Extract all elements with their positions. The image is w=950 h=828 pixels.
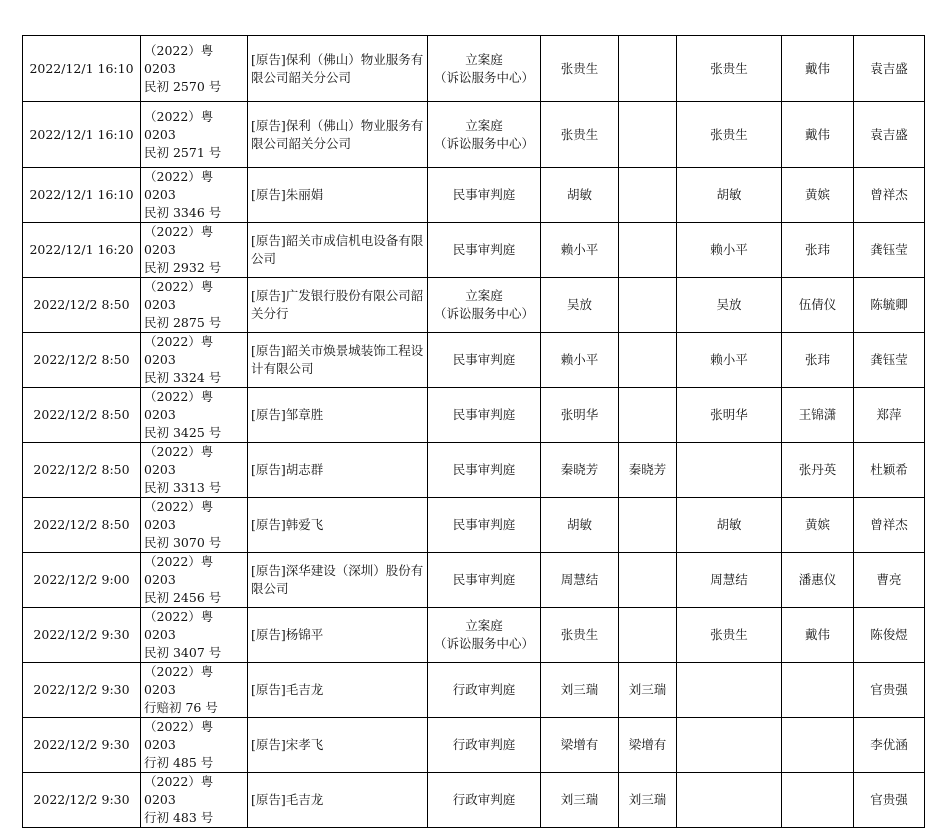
judge-col1-cell bbox=[619, 102, 677, 168]
hearing-time-cell-text: 2022/12/2 9:30 bbox=[33, 682, 130, 697]
judge-col2-cell-text: 张明华 bbox=[710, 407, 748, 422]
judge-col2-cell-text: 胡敏 bbox=[716, 187, 742, 202]
case-number-cell-text: （2022）粤 0203 bbox=[144, 444, 214, 477]
presiding-judge-cell-text: 赖小平 bbox=[560, 352, 599, 367]
tribunal-cell bbox=[428, 102, 541, 168]
table-row bbox=[23, 278, 925, 333]
table-row bbox=[23, 663, 925, 718]
judge-col1-cell-text: 秦晓芳 bbox=[628, 462, 667, 477]
case-number-cell-text: （2022）粤 0203 bbox=[144, 42, 214, 76]
presiding-judge-cell bbox=[541, 388, 619, 443]
clerk-cell-text: 郑萍 bbox=[876, 407, 902, 422]
tribunal-cell-text: （诉讼服务中心） bbox=[433, 69, 534, 85]
case-number-cell bbox=[141, 443, 248, 498]
hearing-time-cell bbox=[23, 168, 141, 223]
judge-col3-cell-text: 黄嫔 bbox=[804, 187, 830, 202]
case-number-cell-text: （2022）粤 0203 bbox=[144, 108, 214, 142]
hearing-time-cell-text: 2022/12/2 9:00 bbox=[33, 572, 130, 587]
table-row bbox=[23, 443, 925, 498]
judge-col2-cell-text: 赖小平 bbox=[710, 352, 748, 367]
judge-col3-cell bbox=[782, 608, 854, 663]
clerk-cell-text: 曾祥杰 bbox=[870, 187, 908, 202]
tribunal-cell-text: 立案庭 bbox=[465, 51, 503, 67]
judge-col1-cell bbox=[619, 773, 677, 828]
judge-col3-cell-text: 张丹英 bbox=[798, 462, 837, 477]
case-number-cell-text: 行初 485 号 bbox=[144, 755, 214, 770]
hearing-time-cell bbox=[23, 553, 141, 608]
presiding-judge-cell-text: 刘三瑞 bbox=[560, 792, 599, 807]
judge-col3-cell bbox=[782, 223, 854, 278]
judge-col3-cell-text: 戴伟 bbox=[804, 627, 830, 642]
presiding-judge-cell bbox=[541, 102, 619, 168]
presiding-judge-cell-text: 吴放 bbox=[566, 297, 592, 312]
judge-col2-cell bbox=[677, 333, 782, 388]
hearing-time-cell bbox=[23, 663, 141, 718]
case-number-cell bbox=[141, 773, 248, 828]
hearing-time-cell-text: 2022/12/2 8:50 bbox=[33, 407, 130, 422]
tribunal-cell-text: 行政审判庭 bbox=[452, 682, 516, 697]
tribunal-cell-text: 民事审判庭 bbox=[452, 187, 516, 202]
case-number-cell-text: （2022）粤 0203 bbox=[144, 774, 214, 807]
clerk-cell-text: 陈俊煜 bbox=[870, 627, 908, 642]
presiding-judge-cell bbox=[541, 278, 619, 333]
judge-col3-cell-text: 潘惠仪 bbox=[798, 572, 837, 587]
party-cell bbox=[248, 663, 428, 718]
judge-col1-cell-text: 梁增有 bbox=[628, 737, 667, 752]
clerk-cell-text: 杜颖希 bbox=[870, 462, 908, 477]
party-cell bbox=[248, 388, 428, 443]
judge-col3-cell bbox=[782, 388, 854, 443]
presiding-judge-cell bbox=[541, 333, 619, 388]
party-cell-text: [原告]韶关市焕景城装饰工程设计有限公司 bbox=[251, 343, 424, 376]
judge-col1-cell bbox=[619, 498, 677, 553]
judge-col3-cell bbox=[782, 663, 854, 718]
hearing-time-cell bbox=[23, 278, 141, 333]
clerk-cell bbox=[854, 553, 925, 608]
party-cell bbox=[248, 102, 428, 168]
judge-col2-cell bbox=[677, 553, 782, 608]
presiding-judge-cell bbox=[541, 773, 619, 828]
case-number-cell-text: 民初 3324 号 bbox=[144, 370, 222, 385]
tribunal-cell-text: 民事审判庭 bbox=[452, 572, 516, 587]
party-cell-text: [原告]毛吉龙 bbox=[251, 792, 324, 807]
hearing-time-cell-text: 2022/12/2 8:50 bbox=[33, 352, 130, 367]
party-cell-text: [原告]邹章胜 bbox=[251, 407, 324, 422]
case-number-cell-text: （2022）粤 0203 bbox=[144, 279, 214, 312]
clerk-cell bbox=[854, 102, 925, 168]
case-number-cell-text: （2022）粤 0203 bbox=[144, 169, 214, 202]
judge-col3-cell-text: 黄嫔 bbox=[804, 517, 830, 532]
judge-col1-cell bbox=[619, 718, 677, 773]
presiding-judge-cell bbox=[541, 663, 619, 718]
tribunal-cell bbox=[428, 718, 541, 773]
tribunal-cell bbox=[428, 168, 541, 223]
clerk-cell bbox=[854, 443, 925, 498]
table-row bbox=[23, 223, 925, 278]
tribunal-cell bbox=[428, 608, 541, 663]
party-cell bbox=[248, 773, 428, 828]
case-number-cell-text: 民初 2932 号 bbox=[144, 260, 222, 275]
table-row bbox=[23, 102, 925, 168]
judge-col3-cell bbox=[782, 278, 854, 333]
tribunal-cell-text: 民事审判庭 bbox=[452, 517, 516, 532]
clerk-cell bbox=[854, 498, 925, 553]
case-number-cell-text: （2022）粤 0203 bbox=[144, 224, 214, 257]
tribunal-cell-text: 民事审判庭 bbox=[452, 462, 516, 477]
judge-col3-cell-text: 张玮 bbox=[804, 352, 830, 367]
party-cell-text: [原告]深华建设（深圳）股份有限公司 bbox=[251, 563, 424, 596]
tribunal-cell-text: 民事审判庭 bbox=[452, 352, 516, 367]
clerk-cell bbox=[854, 773, 925, 828]
hearing-time-cell bbox=[23, 388, 141, 443]
clerk-cell bbox=[854, 663, 925, 718]
judge-col3-cell-text: 戴伟 bbox=[804, 126, 830, 142]
presiding-judge-cell-text: 张明华 bbox=[560, 407, 599, 422]
tribunal-cell bbox=[428, 278, 541, 333]
presiding-judge-cell-text: 胡敏 bbox=[566, 187, 592, 202]
judge-col2-cell bbox=[677, 223, 782, 278]
clerk-cell bbox=[854, 718, 925, 773]
judge-col2-cell bbox=[677, 443, 782, 498]
tribunal-cell bbox=[428, 553, 541, 608]
party-cell bbox=[248, 608, 428, 663]
clerk-cell bbox=[854, 388, 925, 443]
judge-col2-cell bbox=[677, 663, 782, 718]
hearing-time-cell-text: 2022/12/1 16:10 bbox=[29, 187, 134, 202]
judge-col1-cell-text: 刘三瑞 bbox=[628, 792, 667, 807]
hearing-schedule-table bbox=[22, 35, 925, 828]
party-cell bbox=[248, 718, 428, 773]
hearing-time-cell-text: 2022/12/2 9:30 bbox=[33, 627, 130, 642]
judge-col3-cell-text: 戴伟 bbox=[804, 60, 830, 76]
case-number-cell bbox=[141, 102, 248, 168]
hearing-time-cell bbox=[23, 443, 141, 498]
presiding-judge-cell-text: 胡敏 bbox=[566, 517, 592, 532]
judge-col2-cell bbox=[677, 102, 782, 168]
presiding-judge-cell bbox=[541, 553, 619, 608]
tribunal-cell bbox=[428, 388, 541, 443]
judge-col2-cell bbox=[677, 168, 782, 223]
judge-col1-cell bbox=[619, 663, 677, 718]
hearing-time-cell-text: 2022/12/1 16:10 bbox=[29, 60, 134, 76]
party-cell-text: [原告]朱丽娟 bbox=[251, 187, 324, 202]
judge-col3-cell bbox=[782, 333, 854, 388]
presiding-judge-cell bbox=[541, 608, 619, 663]
clerk-cell bbox=[854, 168, 925, 223]
judge-col2-cell-text: 张贵生 bbox=[710, 627, 748, 642]
case-number-cell bbox=[141, 278, 248, 333]
tribunal-cell-text: 民事审判庭 bbox=[452, 242, 516, 257]
clerk-cell-text: 袁吉盛 bbox=[870, 126, 908, 142]
tribunal-cell-text: （诉讼服务中心） bbox=[433, 135, 534, 151]
presiding-judge-cell-text: 梁增有 bbox=[560, 737, 599, 752]
case-number-cell bbox=[141, 223, 248, 278]
presiding-judge-cell-text: 赖小平 bbox=[560, 242, 599, 257]
hearing-time-cell bbox=[23, 608, 141, 663]
case-number-cell-text: 行初 483 号 bbox=[144, 810, 214, 825]
presiding-judge-cell bbox=[541, 498, 619, 553]
case-number-cell bbox=[141, 553, 248, 608]
judge-col1-cell bbox=[619, 333, 677, 388]
case-number-cell-text: 行赔初 76 号 bbox=[144, 700, 218, 715]
clerk-cell-text: 官贵强 bbox=[870, 792, 908, 807]
judge-col2-cell bbox=[677, 498, 782, 553]
table-row bbox=[23, 773, 925, 828]
tribunal-cell bbox=[428, 223, 541, 278]
case-number-cell-text: 民初 2875 号 bbox=[144, 315, 222, 330]
party-cell-text: [原告]毛吉龙 bbox=[251, 682, 324, 697]
tribunal-cell-text: （诉讼服务中心） bbox=[433, 306, 534, 321]
party-cell bbox=[248, 278, 428, 333]
party-cell bbox=[248, 498, 428, 553]
presiding-judge-cell bbox=[541, 168, 619, 223]
table-row bbox=[23, 553, 925, 608]
judge-col3-cell-text: 张玮 bbox=[804, 242, 830, 257]
clerk-cell-text: 龚钰莹 bbox=[870, 352, 908, 367]
tribunal-cell-text: 立案庭 bbox=[465, 618, 503, 633]
hearing-time-cell bbox=[23, 773, 141, 828]
presiding-judge-cell-text: 张贵生 bbox=[560, 60, 599, 76]
tribunal-cell-text: 立案庭 bbox=[465, 288, 503, 303]
hearing-time-cell bbox=[23, 36, 141, 102]
clerk-cell-text: 陈毓卿 bbox=[870, 297, 908, 312]
judge-col2-cell bbox=[677, 773, 782, 828]
judge-col3-cell bbox=[782, 36, 854, 102]
judge-col1-cell bbox=[619, 608, 677, 663]
party-cell-text: [原告]保利（佛山）物业服务有限公司韶关分公司 bbox=[251, 117, 424, 151]
judge-col3-cell bbox=[782, 498, 854, 553]
party-cell-text: [原告]广发银行股份有限公司韶关分行 bbox=[251, 288, 424, 321]
hearing-time-cell bbox=[23, 333, 141, 388]
party-cell-text: [原告]保利（佛山）物业服务有限公司韶关分公司 bbox=[251, 51, 424, 85]
judge-col3-cell bbox=[782, 553, 854, 608]
tribunal-cell bbox=[428, 36, 541, 102]
judge-col2-cell bbox=[677, 388, 782, 443]
judge-col1-cell bbox=[619, 223, 677, 278]
party-cell bbox=[248, 223, 428, 278]
judge-col1-cell bbox=[619, 278, 677, 333]
hearing-time-cell-text: 2022/12/2 9:30 bbox=[33, 792, 130, 807]
clerk-cell bbox=[854, 36, 925, 102]
judge-col2-cell-text: 胡敏 bbox=[716, 517, 742, 532]
judge-col1-cell bbox=[619, 36, 677, 102]
judge-col3-cell bbox=[782, 102, 854, 168]
tribunal-cell bbox=[428, 443, 541, 498]
tribunal-cell-text: 行政审判庭 bbox=[452, 737, 516, 752]
case-number-cell-text: （2022）粤 0203 bbox=[144, 664, 214, 697]
presiding-judge-cell-text: 张贵生 bbox=[560, 627, 599, 642]
party-cell-text: [原告]韩爱飞 bbox=[251, 517, 324, 532]
presiding-judge-cell-text: 周慧结 bbox=[560, 572, 599, 587]
presiding-judge-cell-text: 刘三瑞 bbox=[560, 682, 599, 697]
clerk-cell bbox=[854, 608, 925, 663]
party-cell bbox=[248, 333, 428, 388]
party-cell bbox=[248, 443, 428, 498]
case-number-cell bbox=[141, 718, 248, 773]
judge-col2-cell bbox=[677, 608, 782, 663]
presiding-judge-cell bbox=[541, 223, 619, 278]
table-row bbox=[23, 608, 925, 663]
hearing-time-cell-text: 2022/12/2 8:50 bbox=[33, 462, 130, 477]
judge-col3-cell bbox=[782, 168, 854, 223]
clerk-cell bbox=[854, 333, 925, 388]
judge-col1-cell-text: 刘三瑞 bbox=[628, 682, 667, 697]
tribunal-cell bbox=[428, 498, 541, 553]
case-number-cell-text: 民初 2456 号 bbox=[144, 590, 222, 605]
judge-col3-cell bbox=[782, 718, 854, 773]
case-number-cell-text: （2022）粤 0203 bbox=[144, 334, 214, 367]
party-cell-text: [原告]宋孝飞 bbox=[251, 737, 324, 752]
case-number-cell-text: 民初 2570 号 bbox=[144, 78, 222, 94]
clerk-cell bbox=[854, 278, 925, 333]
judge-col1-cell bbox=[619, 553, 677, 608]
judge-col1-cell bbox=[619, 168, 677, 223]
party-cell-text: [原告]韶关市成信机电设备有限公司 bbox=[251, 233, 424, 266]
table-row bbox=[23, 498, 925, 553]
case-number-cell-text: 民初 3070 号 bbox=[144, 535, 222, 550]
party-cell-text: [原告]胡志群 bbox=[251, 462, 324, 477]
clerk-cell-text: 曾祥杰 bbox=[870, 517, 908, 532]
party-cell bbox=[248, 36, 428, 102]
table-row bbox=[23, 718, 925, 773]
judge-col1-cell bbox=[619, 388, 677, 443]
clerk-cell bbox=[854, 223, 925, 278]
hearing-time-cell bbox=[23, 498, 141, 553]
hearing-time-cell-text: 2022/12/1 16:10 bbox=[29, 126, 134, 142]
clerk-cell-text: 龚钰莹 bbox=[870, 242, 908, 257]
presiding-judge-cell bbox=[541, 718, 619, 773]
clerk-cell-text: 李优涵 bbox=[870, 737, 908, 752]
schedule-rows bbox=[23, 36, 925, 828]
hearing-time-cell-text: 2022/12/1 16:20 bbox=[29, 242, 134, 257]
judge-col2-cell-text: 张贵生 bbox=[710, 60, 748, 76]
judge-col3-cell bbox=[782, 773, 854, 828]
presiding-judge-cell bbox=[541, 443, 619, 498]
tribunal-cell bbox=[428, 663, 541, 718]
judge-col3-cell-text: 伍倩仪 bbox=[798, 297, 837, 312]
case-number-cell-text: （2022）粤 0203 bbox=[144, 389, 214, 422]
hearing-time-cell-text: 2022/12/2 9:30 bbox=[33, 737, 130, 752]
case-number-cell bbox=[141, 36, 248, 102]
judge-col2-cell bbox=[677, 36, 782, 102]
judge-col3-cell-text: 王锦潇 bbox=[798, 407, 837, 422]
tribunal-cell-text: （诉讼服务中心） bbox=[433, 636, 534, 651]
judge-col2-cell bbox=[677, 718, 782, 773]
case-number-cell-text: 民初 3313 号 bbox=[144, 480, 222, 495]
presiding-judge-cell bbox=[541, 36, 619, 102]
presiding-judge-cell-text: 张贵生 bbox=[560, 126, 599, 142]
case-number-cell-text: 民初 3346 号 bbox=[144, 205, 222, 220]
table-row bbox=[23, 168, 925, 223]
judge-col3-cell bbox=[782, 443, 854, 498]
party-cell bbox=[248, 168, 428, 223]
tribunal-cell-text: 行政审判庭 bbox=[452, 792, 516, 807]
hearing-time-cell-text: 2022/12/2 8:50 bbox=[33, 297, 130, 312]
case-number-cell bbox=[141, 388, 248, 443]
table-row bbox=[23, 333, 925, 388]
case-number-cell-text: （2022）粤 0203 bbox=[144, 609, 214, 642]
clerk-cell-text: 袁吉盛 bbox=[870, 60, 908, 76]
case-number-cell-text: （2022）粤 0203 bbox=[144, 554, 214, 587]
party-cell-text: [原告]杨锦平 bbox=[251, 627, 324, 642]
presiding-judge-cell-text: 秦晓芳 bbox=[560, 462, 599, 477]
hearing-time-cell bbox=[23, 223, 141, 278]
hearing-time-cell bbox=[23, 102, 141, 168]
case-number-cell-text: （2022）粤 0203 bbox=[144, 499, 214, 532]
judge-col2-cell bbox=[677, 278, 782, 333]
case-number-cell bbox=[141, 168, 248, 223]
case-number-cell bbox=[141, 663, 248, 718]
tribunal-cell bbox=[428, 333, 541, 388]
judge-col2-cell-text: 周慧结 bbox=[710, 572, 748, 587]
tribunal-cell-text: 立案庭 bbox=[465, 117, 503, 133]
hearing-time-cell-text: 2022/12/2 8:50 bbox=[33, 517, 130, 532]
judge-col2-cell-text: 张贵生 bbox=[710, 126, 748, 142]
hearing-time-cell bbox=[23, 718, 141, 773]
case-number-cell-text: 民初 3425 号 bbox=[144, 425, 222, 440]
tribunal-cell bbox=[428, 773, 541, 828]
clerk-cell-text: 官贵强 bbox=[870, 682, 908, 697]
case-number-cell bbox=[141, 333, 248, 388]
table-row bbox=[23, 388, 925, 443]
tribunal-cell-text: 民事审判庭 bbox=[452, 407, 516, 422]
case-number-cell-text: 民初 3407 号 bbox=[144, 645, 222, 660]
case-number-cell-text: 民初 2571 号 bbox=[144, 144, 222, 160]
judge-col2-cell-text: 赖小平 bbox=[710, 242, 748, 257]
table-row bbox=[23, 36, 925, 102]
clerk-cell-text: 曹亮 bbox=[876, 572, 902, 587]
judge-col2-cell-text: 吴放 bbox=[716, 297, 742, 312]
judge-col1-cell bbox=[619, 443, 677, 498]
case-number-cell bbox=[141, 498, 248, 553]
case-number-cell bbox=[141, 608, 248, 663]
case-number-cell-text: （2022）粤 0203 bbox=[144, 719, 214, 752]
party-cell bbox=[248, 553, 428, 608]
